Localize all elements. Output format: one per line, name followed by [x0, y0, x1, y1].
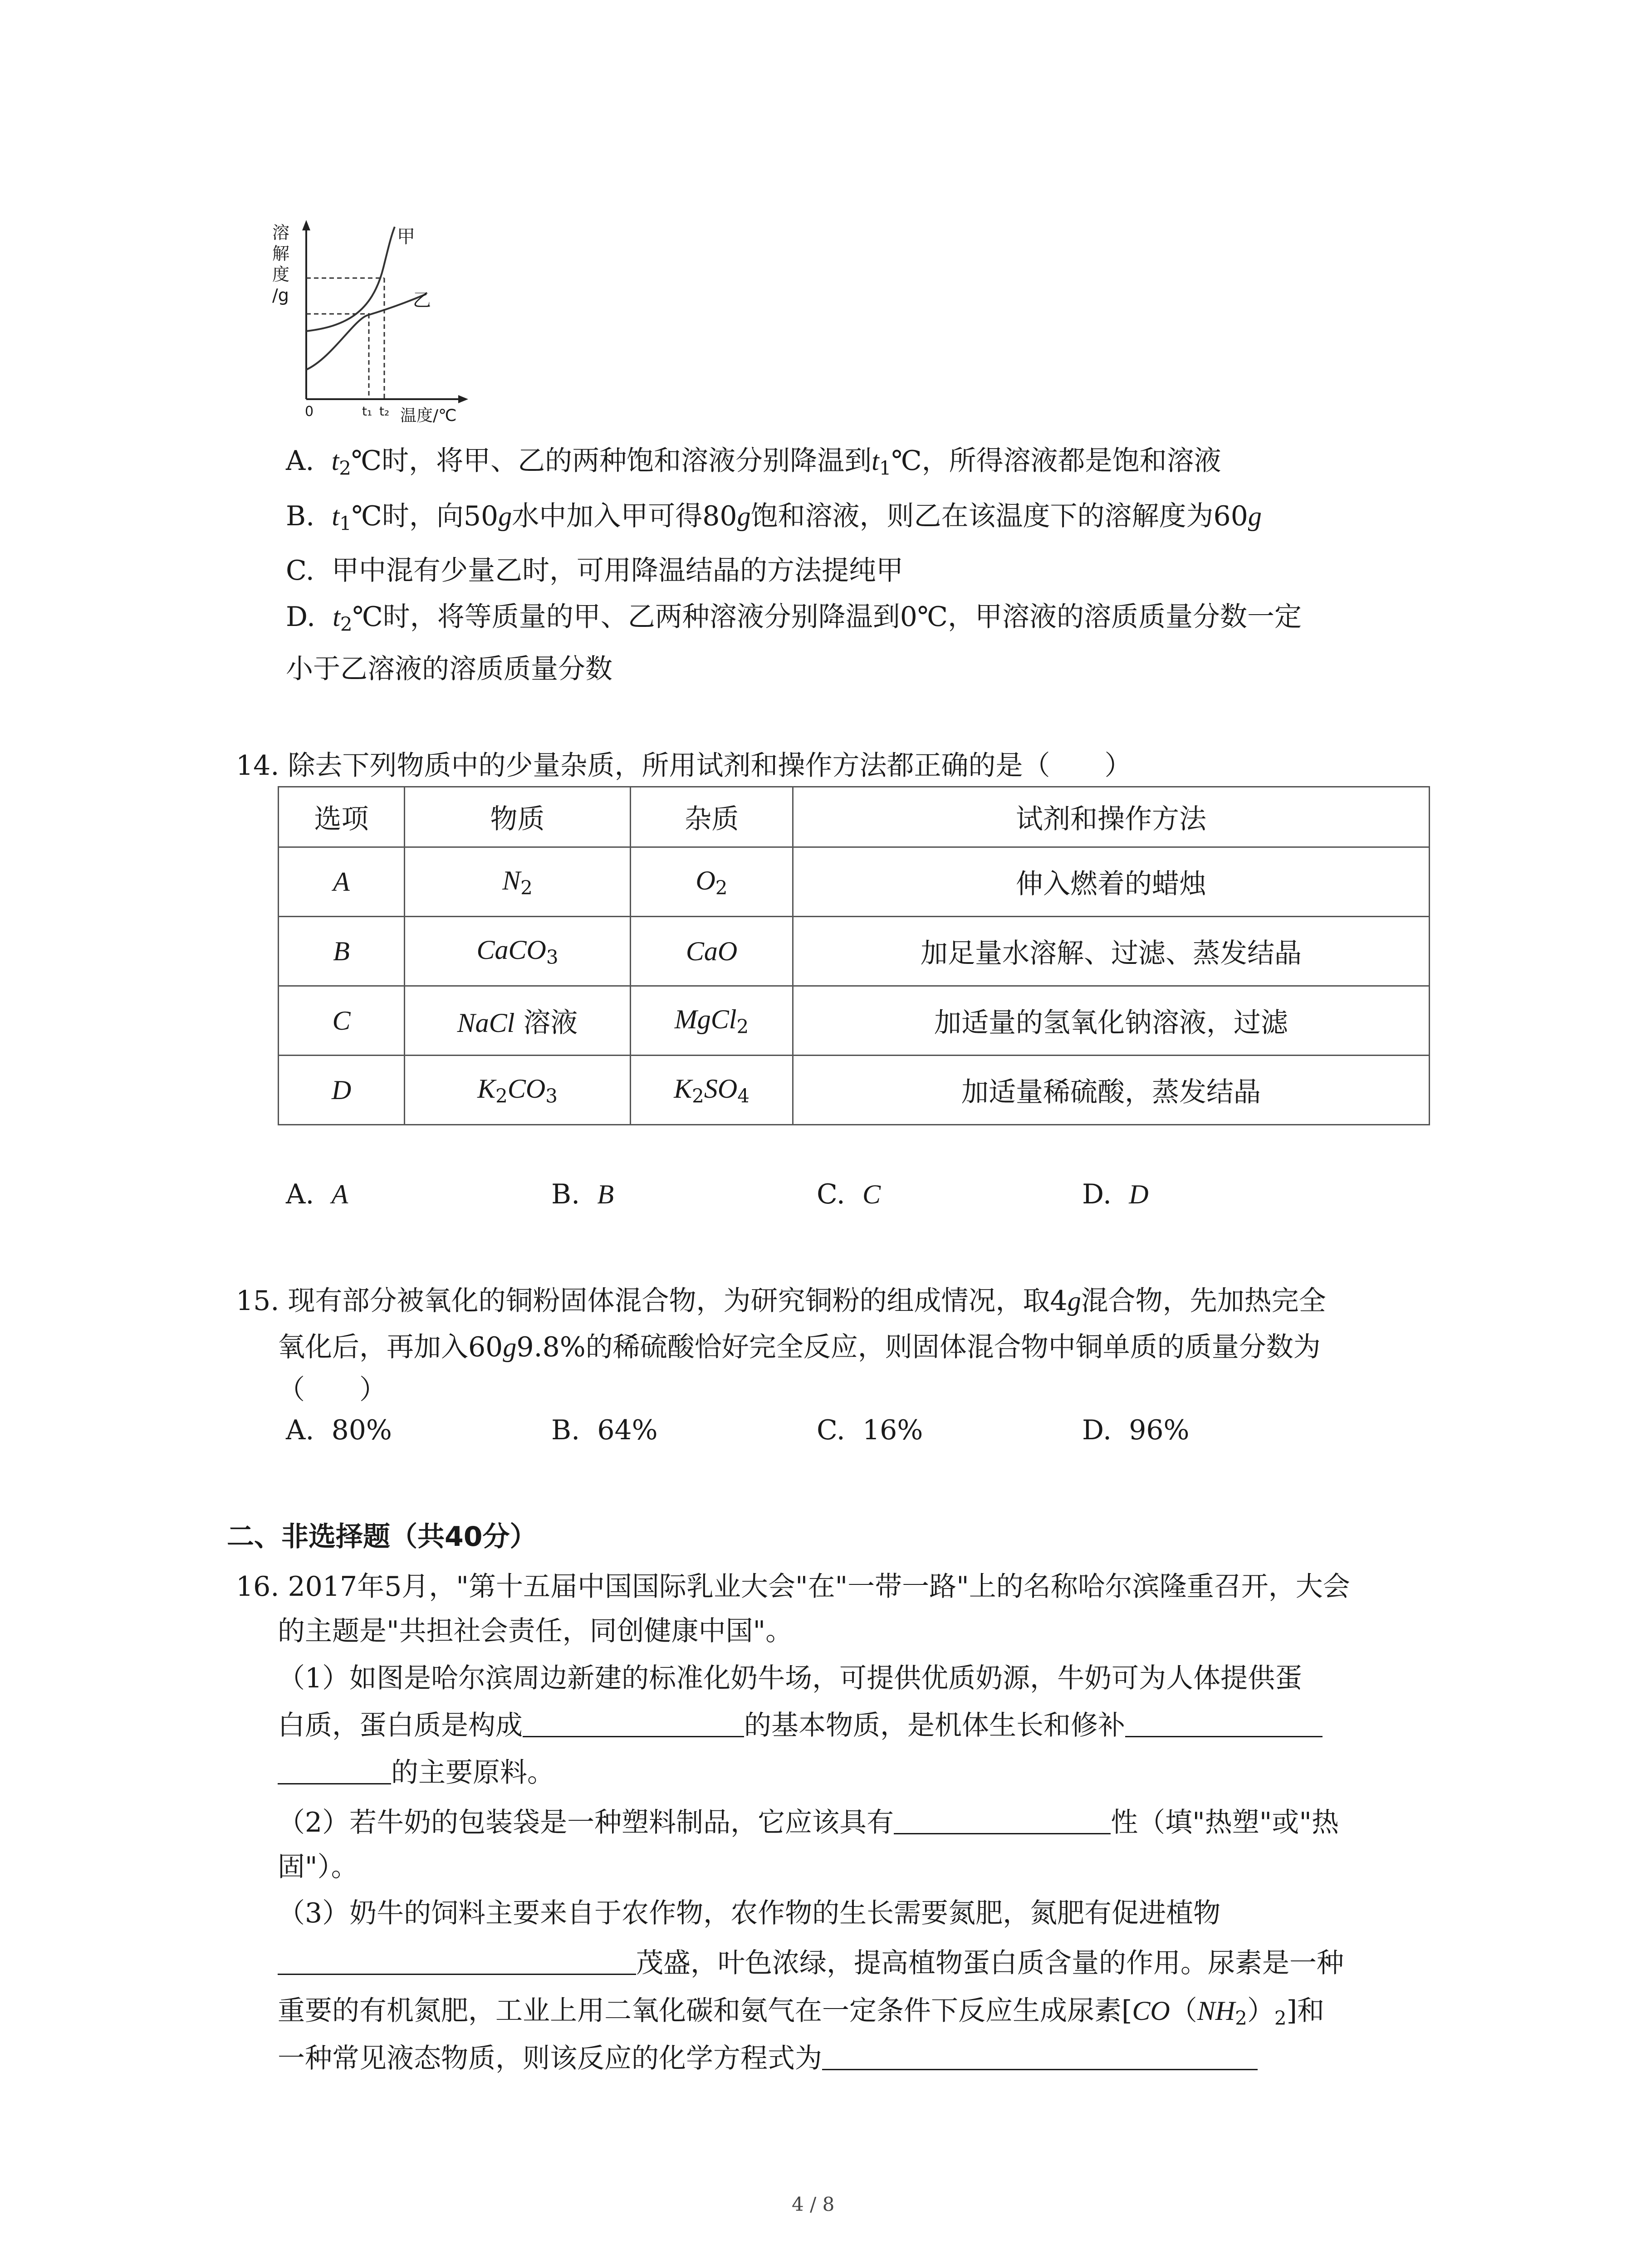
q13-option-d-line2: 小于乙溶液的溶质质量分数 [286, 653, 612, 685]
choice-value: C [862, 1179, 881, 1209]
table-header: 物质 [405, 787, 631, 847]
subscript: 1 [339, 512, 352, 535]
subscript: 2 [520, 876, 533, 899]
q13-option-a[interactable] [286, 439, 1221, 479]
subscript: 3 [545, 1085, 558, 1107]
q16-part3-line3 [278, 1989, 1324, 2029]
question-text: 重要的有机氮肥，工业上用二氧化碳和氨气在一定条件下反应生成尿素[ [278, 1995, 1132, 2027]
page-number: 4 / 8 [792, 2193, 835, 2215]
formula: MgCl [674, 1004, 737, 1035]
tick-t1: t₁ [362, 404, 372, 419]
solubility-graph [272, 213, 481, 426]
choice-letter: A. [286, 1178, 314, 1210]
option-letter: A. [286, 445, 314, 477]
table-cell-method: 加适量的氢氧化钠溶液，过滤 [793, 986, 1430, 1056]
question-number: 15. [236, 1285, 279, 1317]
q15-line2 [278, 1325, 1321, 1364]
question-text: 的基本物质，是机体生长和修补 [744, 1710, 1125, 1741]
formula: K [477, 1074, 496, 1104]
formula: N [502, 865, 521, 896]
formula: NH [1197, 1996, 1235, 2026]
option-text: 水中加入甲可得80 [512, 500, 737, 532]
y-label-char: 溶 [272, 223, 290, 243]
var-t: t [333, 602, 340, 632]
q16-part1-line2 [278, 1704, 1323, 1743]
subscript: 2 [1274, 2007, 1287, 2029]
table-cell-option: D [331, 1075, 352, 1105]
choice-value: 96% [1129, 1414, 1190, 1446]
q16-part3-line4 [278, 2037, 1258, 2076]
table-row [279, 917, 1430, 986]
solubility-graph-svg [272, 213, 481, 426]
q16-part2-line2: 固"）。 [278, 1851, 358, 1883]
subscript: 2 [1235, 2007, 1247, 2029]
choice-value: A [331, 1179, 348, 1209]
answer-blank[interactable] [894, 1810, 1111, 1834]
question-text: （2）若牛奶的包装袋是一种塑料制品，它应该具有 [278, 1807, 894, 1838]
table-cell-substance [405, 917, 631, 986]
subscript: 2 [340, 613, 353, 635]
q16-part1-line1: （1）如图是哈尔滨周边新建的标准化奶牛场，可提供优质奶源，牛奶可为人体提供蛋 [278, 1662, 1303, 1694]
choice-value: 64% [597, 1414, 658, 1446]
table-row [279, 847, 1430, 917]
table-cell-impurity [631, 847, 793, 917]
question-text: ]和 [1286, 1995, 1325, 2027]
choice-letter: B. [551, 1414, 580, 1446]
option-text: ℃时，将甲、乙的两种饱和溶液分别降温到 [351, 445, 872, 477]
option-text: ℃时，将等质量的甲、乙两种溶液分别降温到0℃，甲溶液的溶质质量分数一定 [352, 601, 1302, 633]
question-text: 白质，蛋白质是构成 [278, 1710, 523, 1741]
question-text: 9.8%的稀硫酸恰好完全反应，则固体混合物中铜单质的质量分数为 [516, 1331, 1321, 1363]
q15-line1 [236, 1279, 1326, 1318]
table-cell-method: 伸入燃着的蜡烛 [793, 847, 1430, 917]
choice-letter: D. [1082, 1178, 1112, 1210]
formula: CaCO [476, 935, 546, 965]
q14-stem [236, 744, 1132, 783]
q13-option-b[interactable] [286, 494, 1262, 535]
choice-letter: C. [817, 1178, 845, 1210]
table-cell-substance [405, 986, 631, 1056]
question-text: 2017年5月，"第十五届中国国际乳业大会"在"一带一路"上的名称哈尔滨隆重召开，大会 [288, 1571, 1350, 1603]
var-t: t [332, 501, 339, 531]
curve-yi [306, 294, 426, 370]
table-header-row [279, 787, 1430, 847]
q15-choice-b[interactable] [551, 1414, 658, 1446]
table-cell-impurity [631, 1056, 793, 1125]
q14-choice-a[interactable] [286, 1178, 348, 1210]
q16-part3-line2 [278, 1941, 1344, 1980]
subscript: 4 [737, 1085, 749, 1107]
question-number: 14. [236, 750, 279, 782]
q16-line1 [236, 1565, 1350, 1604]
table-row [279, 986, 1430, 1056]
bracket: ） [1247, 1995, 1274, 2027]
subscript: 2 [736, 1015, 749, 1038]
formula: CO [1132, 1996, 1170, 2026]
answer-blank[interactable] [278, 1951, 636, 1975]
graph-origin: 0 [305, 404, 314, 420]
unit-g: g [1067, 1286, 1081, 1316]
formula-tail: 溶液 [514, 1007, 578, 1039]
table-header: 试剂和操作方法 [793, 787, 1430, 847]
option-letter: C. [286, 555, 314, 587]
q14-choice-d[interactable] [1082, 1178, 1149, 1210]
subscript: 2 [339, 457, 351, 479]
table-cell-substance [405, 1056, 631, 1125]
option-text: 饱和溶液，则乙在该温度下的溶解度为60 [750, 500, 1248, 532]
table-cell-option: A [333, 867, 350, 897]
q14-choice-b[interactable] [551, 1178, 614, 1210]
table-cell-substance [405, 847, 631, 917]
question-text: 除去下列物质中的少量杂质，所用试剂和操作方法都正确的是（ ） [288, 750, 1132, 782]
subscript: 3 [546, 946, 558, 968]
q14-table [278, 786, 1430, 1125]
choice-letter: A. [286, 1414, 314, 1446]
q13-option-d[interactable] [286, 595, 1302, 635]
subscript: 2 [692, 1085, 704, 1107]
formula: CO [507, 1074, 546, 1104]
curve-jia [306, 227, 395, 331]
subscript: 1 [879, 457, 892, 479]
answer-blank[interactable] [278, 1760, 391, 1784]
tick-t2: t₂ [379, 404, 390, 419]
answer-blank[interactable] [822, 2046, 1258, 2070]
choice-value: 16% [862, 1414, 923, 1446]
formula: CaO [686, 936, 738, 966]
q16-line2: 的主题是"共担社会责任，同创健康中国"。 [278, 1615, 793, 1647]
table-cell-impurity [631, 917, 793, 986]
bracket: （ [1170, 1995, 1197, 2027]
q15-choice-c[interactable] [817, 1414, 923, 1446]
option-letter: D. [286, 601, 316, 633]
table-cell-option: C [332, 1006, 351, 1036]
table-cell-impurity [631, 986, 793, 1056]
q16-part3-line1: （3）奶牛的饲料主要来自于农作物，农作物的生长需要氮肥，氮肥有促进植物 [278, 1897, 1221, 1929]
unit-g: g [1248, 501, 1262, 531]
formula: K [674, 1074, 692, 1104]
question-text: 的主要原料。 [391, 1757, 554, 1789]
table-header: 杂质 [631, 787, 793, 847]
question-text: 现有部分被氧化的铜粉固体混合物，为研究铜粉的组成情况，取4 [288, 1285, 1068, 1317]
curve-label-jia: 甲 [397, 226, 415, 247]
curve-label-yi: 乙 [413, 290, 431, 311]
choice-letter: B. [551, 1178, 580, 1210]
option-text: ℃时，向50 [351, 500, 499, 532]
var-t: t [872, 446, 879, 476]
subscript: 2 [495, 1085, 508, 1107]
q14-choice-c[interactable] [817, 1178, 881, 1210]
graph-y-label [272, 222, 289, 306]
section-title: 二、非选择题（共40分） [227, 1521, 537, 1553]
choice-value: 80% [331, 1414, 392, 1446]
unit-g: g [737, 501, 751, 531]
y-label-char: 解 [272, 244, 290, 264]
answer-blank[interactable] [523, 1713, 744, 1737]
table-header: 选项 [279, 787, 405, 847]
choice-value: D [1129, 1179, 1149, 1209]
formula: O [696, 865, 715, 896]
var-t: t [331, 446, 339, 476]
table-cell-method: 加足量水溶解、过滤、蒸发结晶 [793, 917, 1430, 986]
unit-g: g [503, 1332, 517, 1362]
choice-value: B [597, 1179, 614, 1209]
question-text: 氧化后，再加入60 [278, 1331, 503, 1363]
graph-x-label: 温度/℃ [400, 406, 457, 425]
q16-part1-line3 [278, 1751, 554, 1790]
option-letter: B. [286, 500, 315, 532]
table-cell-method: 加适量稀硫酸，蒸发结晶 [793, 1056, 1430, 1125]
table-cell-option: B [333, 936, 350, 966]
question-text: 性（填"热塑"或"热 [1111, 1807, 1339, 1838]
answer-blank[interactable] [1125, 1713, 1323, 1737]
x-axis-arrow [458, 395, 468, 403]
subscript: 2 [715, 876, 728, 899]
question-text: 混合物，先加热完全 [1081, 1285, 1326, 1317]
q15-choice-d[interactable] [1082, 1414, 1190, 1446]
option-text: 甲中混有少量乙时，可用降温结晶的方法提纯甲 [332, 555, 903, 587]
q15-answer-bracket: （ ） [278, 1374, 387, 1406]
formula: SO [704, 1074, 738, 1104]
option-text: ℃，所得溶液都是饱和溶液 [891, 445, 1221, 477]
unit-g: g [498, 501, 512, 531]
q16-part2-line1 [278, 1801, 1339, 1840]
table-row [279, 1056, 1430, 1125]
question-number: 16. [236, 1571, 279, 1603]
y-axis-arrow [302, 220, 310, 230]
q13-option-c[interactable] [286, 549, 903, 588]
question-text: 茂盛，叶色浓绿，提高植物蛋白质含量的作用。尿素是一种 [636, 1947, 1344, 1979]
question-text: 一种常见液态物质，则该反应的化学方程式为 [278, 2043, 822, 2074]
y-label-char: /g [272, 285, 289, 305]
y-label-char: 度 [272, 264, 290, 284]
choice-letter: C. [817, 1414, 845, 1446]
formula: NaCl [457, 1008, 515, 1038]
choice-letter: D. [1082, 1414, 1112, 1446]
q15-choice-a[interactable] [286, 1414, 392, 1446]
